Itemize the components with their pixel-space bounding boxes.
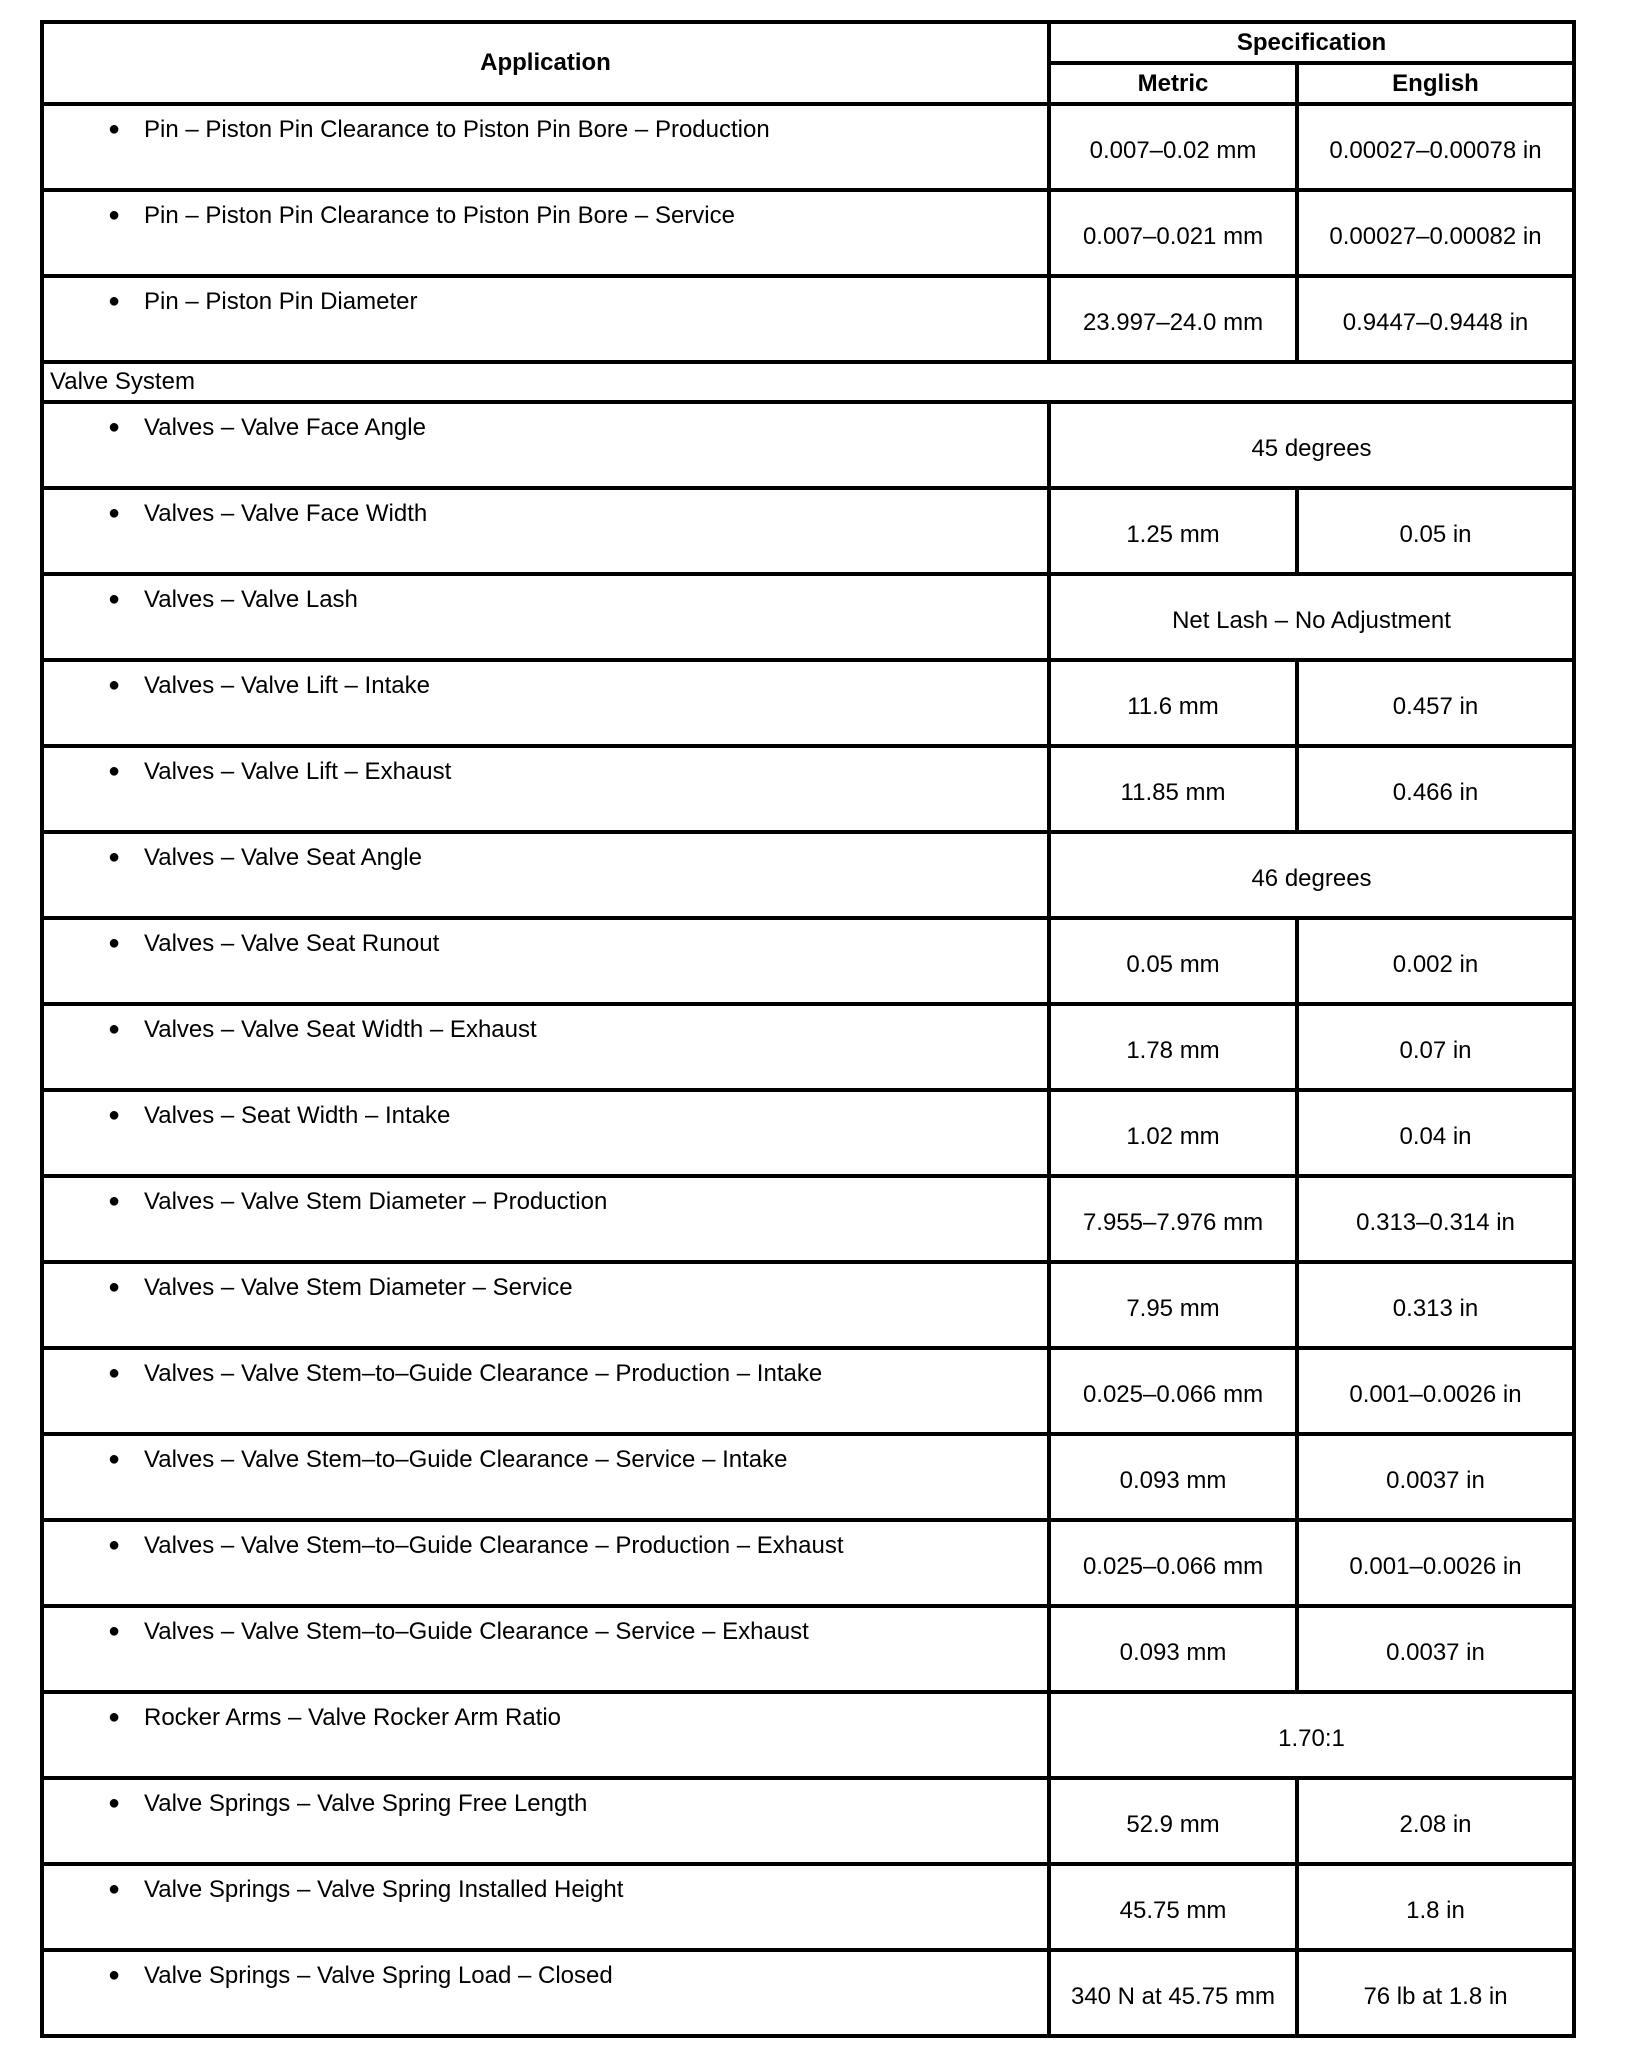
header-row-top: [42, 22, 1574, 63]
metric-cell: 1.02 mm: [1049, 1090, 1297, 1176]
application-cell: [42, 1520, 1049, 1606]
application-cell: [42, 104, 1049, 190]
english-header: English: [1297, 63, 1574, 104]
english-cell: 0.05 in: [1297, 488, 1574, 574]
metric-cell: 45.75 mm: [1049, 1864, 1297, 1950]
english-cell: 0.001–0.0026 in: [1297, 1348, 1574, 1434]
table-row: [42, 1348, 1574, 1434]
table-row: [42, 488, 1574, 574]
application-label: Valves – Seat Width – Intake: [144, 1102, 451, 1129]
application-label: Valves – Valve Lash: [144, 586, 358, 613]
application-cell: [42, 276, 1049, 362]
english-cell: 0.00027–0.00082 in: [1297, 190, 1574, 276]
english-cell: 76 lb at 1.8 in: [1297, 1950, 1574, 2036]
metric-cell: 52.9 mm: [1049, 1778, 1297, 1864]
application-label: Pin – Piston Pin Clearance to Piston Pin Bore – Service: [144, 202, 735, 229]
application-cell: [42, 1864, 1049, 1950]
application-label: Valves – Valve Stem Diameter – Service: [144, 1274, 573, 1301]
application-header: Application: [42, 22, 1049, 104]
english-cell: 0.313–0.314 in: [1297, 1176, 1574, 1262]
table-row: [42, 918, 1574, 1004]
english-cell: 0.457 in: [1297, 660, 1574, 746]
metric-cell: 23.997–24.0 mm: [1049, 276, 1297, 362]
bullet-icon: ●: [107, 1964, 121, 1986]
application-cell: [42, 1606, 1049, 1692]
metric-cell: 0.025–0.066 mm: [1049, 1520, 1297, 1606]
table-header: [42, 22, 1574, 104]
metric-cell: 1.78 mm: [1049, 1004, 1297, 1090]
table-row: [42, 1262, 1574, 1348]
metric-cell: 11.85 mm: [1049, 746, 1297, 832]
bullet-icon: ●: [107, 846, 121, 868]
english-cell: 0.0037 in: [1297, 1606, 1574, 1692]
metric-cell: 0.093 mm: [1049, 1434, 1297, 1520]
metric-cell: 0.093 mm: [1049, 1606, 1297, 1692]
spec-table: [40, 20, 1576, 2038]
application-cell: [42, 918, 1049, 1004]
table-row: [42, 402, 1574, 488]
bullet-icon: ●: [107, 290, 121, 312]
table-row: [42, 1778, 1574, 1864]
table-row: [42, 832, 1574, 918]
bullet-icon: ●: [107, 1276, 121, 1298]
application-cell: [42, 574, 1049, 660]
english-cell: 0.0037 in: [1297, 1434, 1574, 1520]
bullet-icon: ●: [107, 760, 121, 782]
section-title: Valve System: [42, 362, 1574, 402]
application-label: Pin – Piston Pin Clearance to Piston Pin Bore – Production: [144, 116, 770, 143]
application-label: Valves – Valve Stem–to–Guide Clearance – Service – Exhaust: [144, 1618, 809, 1645]
english-cell: 0.313 in: [1297, 1262, 1574, 1348]
metric-cell: 7.955–7.976 mm: [1049, 1176, 1297, 1262]
application-cell: [42, 488, 1049, 574]
application-cell: [42, 746, 1049, 832]
bullet-icon: ●: [107, 1362, 121, 1384]
application-label: Valves – Valve Seat Angle: [144, 844, 422, 871]
specification-header: Specification: [1049, 22, 1574, 63]
table-row: [42, 574, 1574, 660]
application-label: Valves – Valve Stem–to–Guide Clearance – Production – Exhaust: [144, 1532, 844, 1559]
table-row: [42, 190, 1574, 276]
english-cell: 0.00027–0.00078 in: [1297, 104, 1574, 190]
bullet-icon: ●: [107, 1706, 121, 1728]
application-cell: [42, 660, 1049, 746]
application-label: Valves – Valve Seat Width – Exhaust: [144, 1016, 537, 1043]
bullet-icon: ●: [107, 204, 121, 226]
bullet-icon: ●: [107, 1878, 121, 1900]
table-row: [42, 1520, 1574, 1606]
section-row: [42, 362, 1574, 402]
english-cell: 1.8 in: [1297, 1864, 1574, 1950]
application-cell: [42, 1004, 1049, 1090]
application-cell: [42, 1692, 1049, 1778]
bullet-icon: ●: [107, 932, 121, 954]
application-label: Valves – Valve Stem–to–Guide Clearance – Service – Intake: [144, 1446, 788, 1473]
application-label: Valves – Valve Face Angle: [144, 414, 426, 441]
english-cell: 2.08 in: [1297, 1778, 1574, 1864]
application-cell: [42, 1778, 1049, 1864]
application-cell: [42, 1950, 1049, 2036]
bullet-icon: ●: [107, 1104, 121, 1126]
table-row: [42, 1864, 1574, 1950]
table-row: [42, 1434, 1574, 1520]
metric-cell: 11.6 mm: [1049, 660, 1297, 746]
application-label: Valves – Valve Stem–to–Guide Clearance – Production – Intake: [144, 1360, 823, 1387]
metric-cell: 0.007–0.02 mm: [1049, 104, 1297, 190]
application-label: Valves – Valve Lift – Exhaust: [144, 758, 452, 785]
english-cell: 0.466 in: [1297, 746, 1574, 832]
application-label: Valves – Valve Stem Diameter – Production: [144, 1188, 608, 1215]
application-label: Valves – Valve Face Width: [144, 500, 428, 527]
application-cell: [42, 1348, 1049, 1434]
bullet-icon: ●: [107, 416, 121, 438]
bullet-icon: ●: [107, 502, 121, 524]
combined-spec-cell: 45 degrees: [1049, 402, 1574, 488]
bullet-icon: ●: [107, 118, 121, 140]
english-cell: 0.07 in: [1297, 1004, 1574, 1090]
table-row: [42, 276, 1574, 362]
application-label: Rocker Arms – Valve Rocker Arm Ratio: [144, 1704, 562, 1731]
table-body: [42, 104, 1574, 2036]
application-label: Valves – Valve Seat Runout: [144, 930, 440, 957]
application-label: Valve Springs – Valve Spring Installed Height: [144, 1876, 624, 1903]
table-row: [42, 746, 1574, 832]
bullet-icon: ●: [107, 1448, 121, 1470]
combined-spec-cell: 46 degrees: [1049, 832, 1574, 918]
table-row: [42, 1176, 1574, 1262]
metric-cell: 0.025–0.066 mm: [1049, 1348, 1297, 1434]
english-cell: 0.9447–0.9448 in: [1297, 276, 1574, 362]
application-cell: [42, 1262, 1049, 1348]
metric-cell: 1.25 mm: [1049, 488, 1297, 574]
bullet-icon: ●: [107, 1018, 121, 1040]
combined-spec-cell: Net Lash – No Adjustment: [1049, 574, 1574, 660]
application-cell: [42, 832, 1049, 918]
application-label: Valve Springs – Valve Spring Free Length: [144, 1790, 588, 1817]
metric-cell: 340 N at 45.75 mm: [1049, 1950, 1297, 2036]
application-label: Pin – Piston Pin Diameter: [144, 288, 418, 315]
bullet-icon: ●: [107, 1534, 121, 1556]
table-row: [42, 660, 1574, 746]
metric-cell: 0.007–0.021 mm: [1049, 190, 1297, 276]
table-row: [42, 1004, 1574, 1090]
metric-cell: 7.95 mm: [1049, 1262, 1297, 1348]
bullet-icon: ●: [107, 1792, 121, 1814]
english-cell: 0.002 in: [1297, 918, 1574, 1004]
application-cell: [42, 1176, 1049, 1262]
table-row: [42, 1090, 1574, 1176]
metric-cell: 0.05 mm: [1049, 918, 1297, 1004]
english-cell: 0.04 in: [1297, 1090, 1574, 1176]
table-row: [42, 1606, 1574, 1692]
table-row: [42, 104, 1574, 190]
english-cell: 0.001–0.0026 in: [1297, 1520, 1574, 1606]
bullet-icon: ●: [107, 1620, 121, 1642]
application-cell: [42, 402, 1049, 488]
application-label: Valve Springs – Valve Spring Load – Closed: [144, 1962, 613, 1989]
combined-spec-cell: 1.70:1: [1049, 1692, 1574, 1778]
application-cell: [42, 1090, 1049, 1176]
application-cell: [42, 1434, 1049, 1520]
bullet-icon: ●: [107, 1190, 121, 1212]
application-cell: [42, 190, 1049, 276]
bullet-icon: ●: [107, 674, 121, 696]
application-label: Valves – Valve Lift – Intake: [144, 672, 430, 699]
metric-header: Metric: [1049, 63, 1297, 104]
table-row: [42, 1692, 1574, 1778]
table-row: [42, 1950, 1574, 2036]
bullet-icon: ●: [107, 588, 121, 610]
